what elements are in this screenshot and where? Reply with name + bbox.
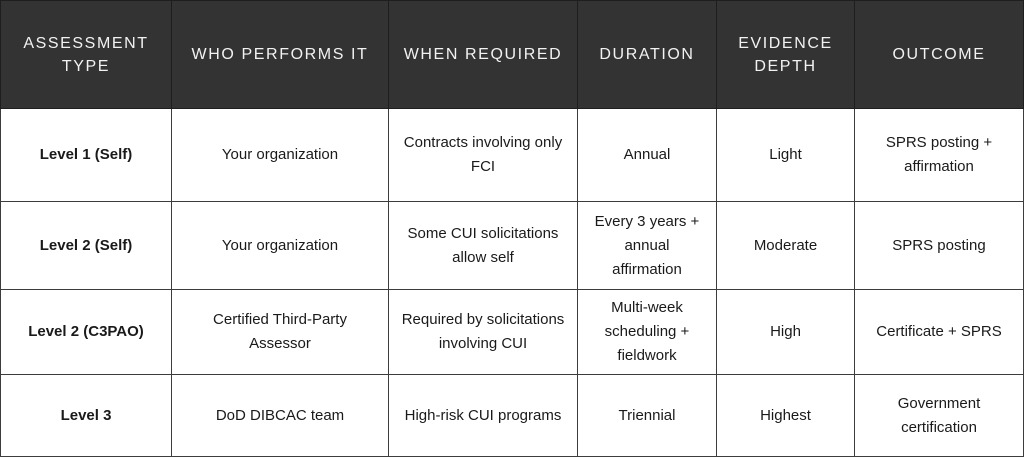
row-assessment-type: Level 3 [1,375,172,457]
row-outcome: Certificate + SPRS [855,290,1024,375]
row-when-required: Contracts involving only FCI [389,109,578,202]
row-evidence-depth: Highest [717,375,855,457]
row-evidence-depth: Moderate [717,202,855,290]
row-who-performs-it: DoD DIBCAC team [172,375,389,457]
row-when-required: Some CUI solicitations allow self [389,202,578,290]
row-assessment-type: Level 1 (Self) [1,109,172,202]
header-row [1,1,1024,109]
row-when-required: High-risk CUI programs [389,375,578,457]
row-duration: Every 3 years + annual affirmation [578,202,717,290]
table-row [1,290,1024,375]
row-when-required: Required by solicitations involving CUI [389,290,578,375]
row-evidence-depth: Light [717,109,855,202]
row-duration: Multi-week scheduling + fieldwork [578,290,717,375]
table-body [1,109,1024,457]
row-outcome: Government certification [855,375,1024,457]
header-outcome: OUTCOME [855,1,1024,109]
row-outcome: SPRS posting [855,202,1024,290]
row-duration: Triennial [578,375,717,457]
row-duration: Annual [578,109,717,202]
row-assessment-type: Level 2 (C3PAO) [1,290,172,375]
table-row [1,109,1024,202]
row-outcome: SPRS posting + affirmation [855,109,1024,202]
header-when-required: WHEN REQUIRED [389,1,578,109]
row-who-performs-it: Your organization [172,202,389,290]
row-evidence-depth: High [717,290,855,375]
table-row [1,202,1024,290]
table-row [1,375,1024,457]
header-assessment-type: ASSESSMENT TYPE [1,1,172,109]
header-who-performs-it: WHO PERFORMS IT [172,1,389,109]
table-header [1,1,1024,109]
row-who-performs-it: Certified Third-Party Assessor [172,290,389,375]
row-assessment-type: Level 2 (Self) [1,202,172,290]
header-duration: DURATION [578,1,717,109]
header-evidence-depth: EVIDENCE DEPTH [717,1,855,109]
row-who-performs-it: Your organization [172,109,389,202]
